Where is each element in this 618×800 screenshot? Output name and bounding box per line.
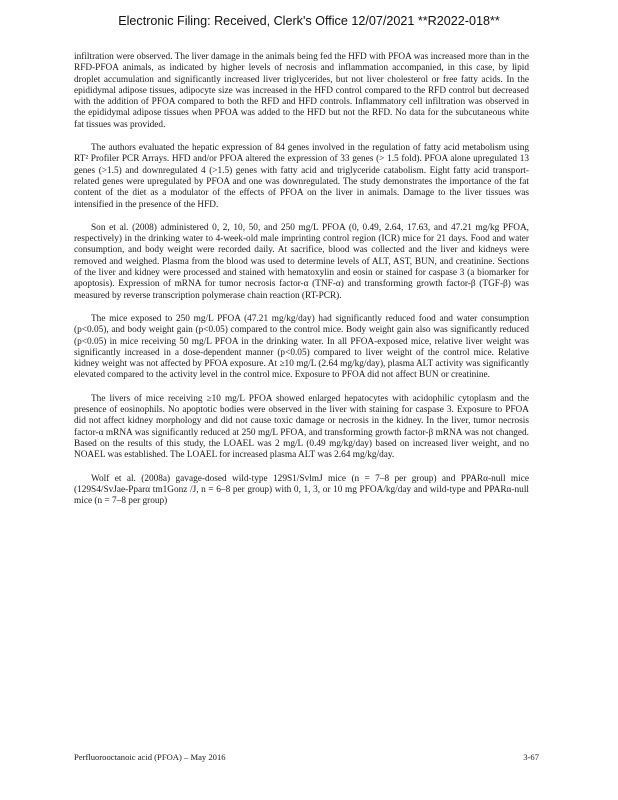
footer-document-title: Perfluorooctanoic acid (PFOA) – May 2016	[74, 752, 226, 762]
paragraph-son-2008-liver-findings: The livers of mice receiving ≥10 mg/L PFOA showed enlarged hepatocytes with acidophilic cytoplasm and the presence of eosinophils. No apoptotic bodies were observed in the liver with staining for caspase 3. Exposure to PFOA did not affect kidney morphology and did not cause toxic damage or necrosis in the kidney. In the liver, tumor necrosis factor-α mRNA was significantly reduced at 250 mg/L PFOA, and transforming growth factor-β mRNA was not changed. Based on the results of this study, the LOAEL was 2 mg/L (0.49 mg/kg/day) based on increased liver weight, and no NOAEL was established. The LOAEL for increased plasma ALT was 2.64 mg/kg/day.	[74, 393, 529, 461]
electronic-filing-stamp: Electronic Filing: Received, Clerk's Office 12/07/2021 **R2022-018**	[118, 14, 500, 28]
paragraph-liver-damage-hfd: infiltration were observed. The liver damage in the animals being fed the HFD with PFOA was increased more than in the RFD-PFOA animals, as indicated by higher levels of necrosis and inflammation accompanied, in this case, by lipid droplet accumulation and significantly increased liver triglycerides, but not liver cholesterol or free fatty acids. In the epididymal adipose tissues, adipocyte size was increased in the HFD control compared to the RFD control but decreased with the addition of PFOA compared to both the RFD and HFD controls. Inflammatory cell infiltration was observed in the epididymal adipose tissues when PFOA was added to the HFD but not the RFD. No data for the subcutaneous white fat tissues was provided.	[74, 52, 529, 130]
document-body	[74, 52, 529, 519]
paragraph-son-2008-results: The mice exposed to 250 mg/L PFOA (47.21 mg/kg/day) had significantly reduced food and water consumption (p<0.05), and body weight gain (p<0.05) compared to the control mice. Body weight gain also was significantly reduced (p<0.05) in mice receiving 50 mg/L PFOA in the drinking water. In all PFOA-exposed mice, relative liver weight was significantly increased in a dose-dependent manner (p<0.05) compared to liver weight of the control mice. Relative kidney weight was not affected by PFOA exposure. At ≥10 mg/L (2.64 mg/kg/day), plasma ALT activity was significantly elevated compared to the activity level in the control mice. Exposure to PFOA did not affect BUN or creatinine.	[74, 313, 529, 381]
paragraph-wolf-2008a: Wolf et al. (2008a) gavage-dosed wild-type 129S1/SvlmJ mice (n = 7–8 per group) and PPARα-null mice (129S4/SvJae-Pparα tm1Gonz /J, n = 6–8 per group) with 0, 1, 3, or 10 mg PFOA/kg/day and wild-type and PPARα-null mice (n = 7–8 per group)	[74, 473, 529, 507]
footer-page-number: 3-67	[523, 752, 539, 762]
paragraph-son-2008-methods: Son et al. (2008) administered 0, 2, 10, 50, and 250 mg/L PFOA (0, 0.49, 2.64, 17.63, and 47.21 mg/kg PFOA, respectively) in the drinking water to 4-week-old male imprinting control region (ICR) mice for 21 days. Food and water consumption, and body weight were recorded daily. At sacrifice, blood was collected and the liver and kidneys were removed and weighed. Plasma from the blood was used to determine levels of ALT, AST, BUN, and creatinine. Sections of the liver and kidney were processed and stained with hematoxylin and eosin or stained for caspase 3 (a biomarker for apoptosis). Expression of mRNA for tumor necrosis factor-α (TNF-α) and transforming growth factor-β (TGF-β) was measured by reverse transcription polymerase chain reaction (RT-PCR).	[74, 222, 529, 301]
paragraph-hepatic-gene-expression: The authors evaluated the hepatic expression of 84 genes involved in the regulation of fatty acid metabolism using RT² Profiler PCR Arrays. HFD and/or PFOA altered the expression of 33 genes (> 1.5 fold). PFOA alone upregulated 13 genes (>1.5) and downregulated 4 (>1.5) genes with fatty acid and triglyceride catabolism. Eight fatty acid transport-related genes were upregulated by PFOA and one was downregulated. The study demonstrates the importance of the fat content of the diet as a modulator of the effects of PFOA on the liver in animals. Damage to the liver tissues was intensified in the presence of the HFD.	[74, 143, 529, 210]
